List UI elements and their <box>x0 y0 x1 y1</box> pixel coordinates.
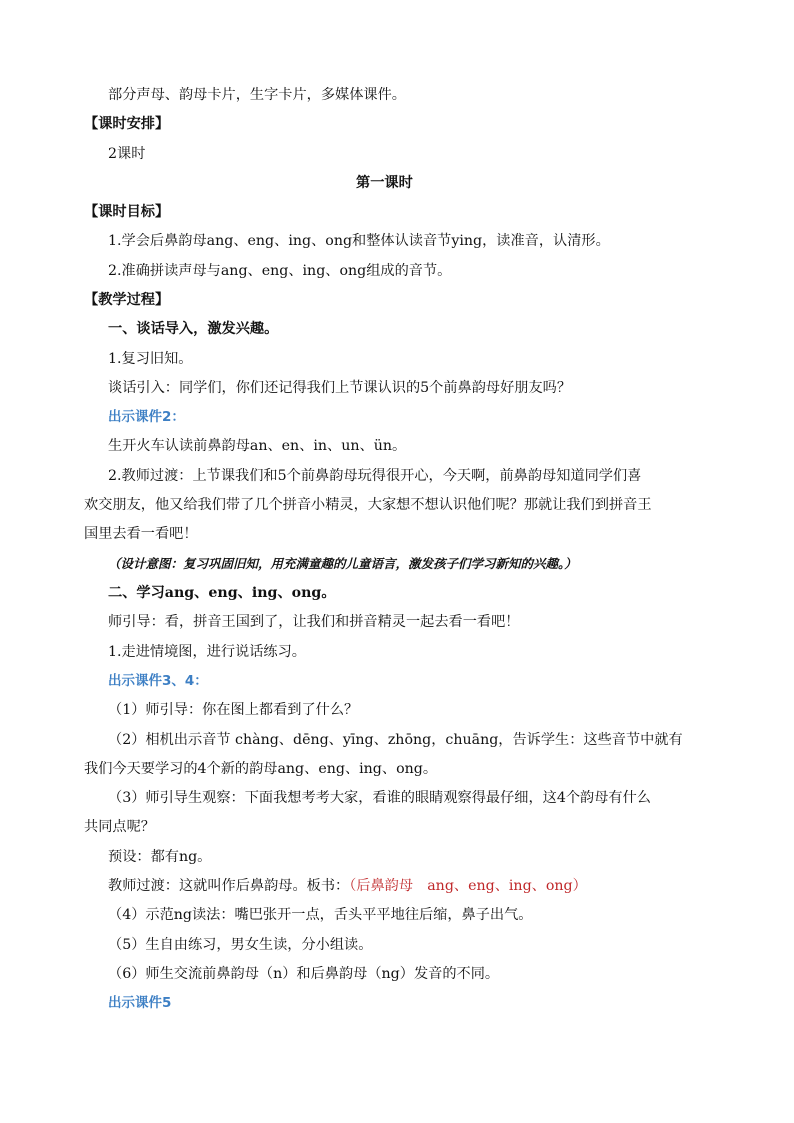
sub-item-3-line-1: （3）师引导生观察：下面我想考考大家，看谁的眼睛观察得最仔细，这4个韵母有什么 <box>108 790 651 806</box>
step-1-item-1: 1.复习旧知。 <box>108 351 193 367</box>
step-2-item-1: 1.走进情境图，进行说话练习。 <box>108 644 306 660</box>
schedule-text: 2课时 <box>108 146 146 162</box>
board-writing-line <box>108 877 587 895</box>
materials-text: 部分声母、韵母卡片，生字卡片，多媒体课件。 <box>108 87 406 103</box>
preset-answer: 预设：都有ng。 <box>108 849 212 865</box>
section-heading-process: 【教学过程】 <box>84 292 170 308</box>
goal-1: 1.学会后鼻韵母ang、eng、ing、ong和整体认读音节ying，读准音，认清形。 <box>108 233 610 249</box>
review-activity: 生开火车认读前鼻韵母an、en、in、un、ün。 <box>108 438 407 454</box>
transition-line-1: 2.教师过渡：上节课我们和5个前鼻韵母玩得很开心，今天啊，前鼻韵母知道同学们喜 <box>108 468 642 484</box>
sub-item-5: （5）生自由练习，男女生读，分小组读。 <box>108 937 373 953</box>
sub-item-2-line-1: （2）相机出示音节 chàng、dēng、yīng、zhōng，chuāng，告诉学生：这些音节中就有 <box>108 732 683 748</box>
sub-item-6: （6）师生交流前鼻韵母（n）和后鼻韵母（ng）发音的不同。 <box>108 966 500 982</box>
intro-dialogue: 谈话引入：同学们，你们还记得我们上节课认识的5个前鼻韵母好朋友吗？ <box>108 380 572 396</box>
board-writing-content: （后鼻韵母 ang、eng、ing、ong） <box>349 878 587 894</box>
courseware-label-5: 出示课件5 <box>108 995 172 1011</box>
transition-line-3: 国里去看一看吧！ <box>84 526 198 542</box>
section-heading-schedule: 【课时安排】 <box>84 116 170 132</box>
design-intent-note: （设计意图：复习巩固旧知，用充满童趣的儿童语言，激发孩子们学习新知的兴趣。） <box>108 556 577 571</box>
sub-item-4: （4）示范ng读法：嘴巴张开一点，舌头平平地往后缩，鼻子出气。 <box>108 907 533 923</box>
sub-item-1: （1）师引导：你在图上都看到了什么？ <box>108 702 359 718</box>
step-heading-1: 一、谈话导入，激发兴趣。 <box>108 321 279 337</box>
sub-item-2-line-2: 我们今天要学习的4个新的韵母ang、eng、ing、ong。 <box>84 761 438 777</box>
sub-item-3-line-2: 共同点呢？ <box>84 819 155 835</box>
board-writing-prefix: 教师过渡：这就叫作后鼻韵母。板书： <box>108 878 350 894</box>
lesson-title: 第一课时 <box>356 175 413 191</box>
courseware-label-3-4: 出示课件3、4： <box>108 673 208 689</box>
goal-2: 2.准确拼读声母与ang、eng、ing、ong组成的音节。 <box>108 263 452 279</box>
transition-line-2: 欢交朋友，他又给我们带了几个拼音小精灵，大家想不想认识他们呢？那就让我们到拼音王 <box>84 497 652 513</box>
teacher-guide: 师引导：看，拼音王国到了，让我们和拼音精灵一起去看一看吧！ <box>108 614 520 630</box>
courseware-label-2: 出示课件2： <box>108 409 185 425</box>
section-heading-goals: 【课时目标】 <box>84 204 170 220</box>
step-heading-2: 二、学习ang、eng、ing、ong。 <box>108 585 336 601</box>
